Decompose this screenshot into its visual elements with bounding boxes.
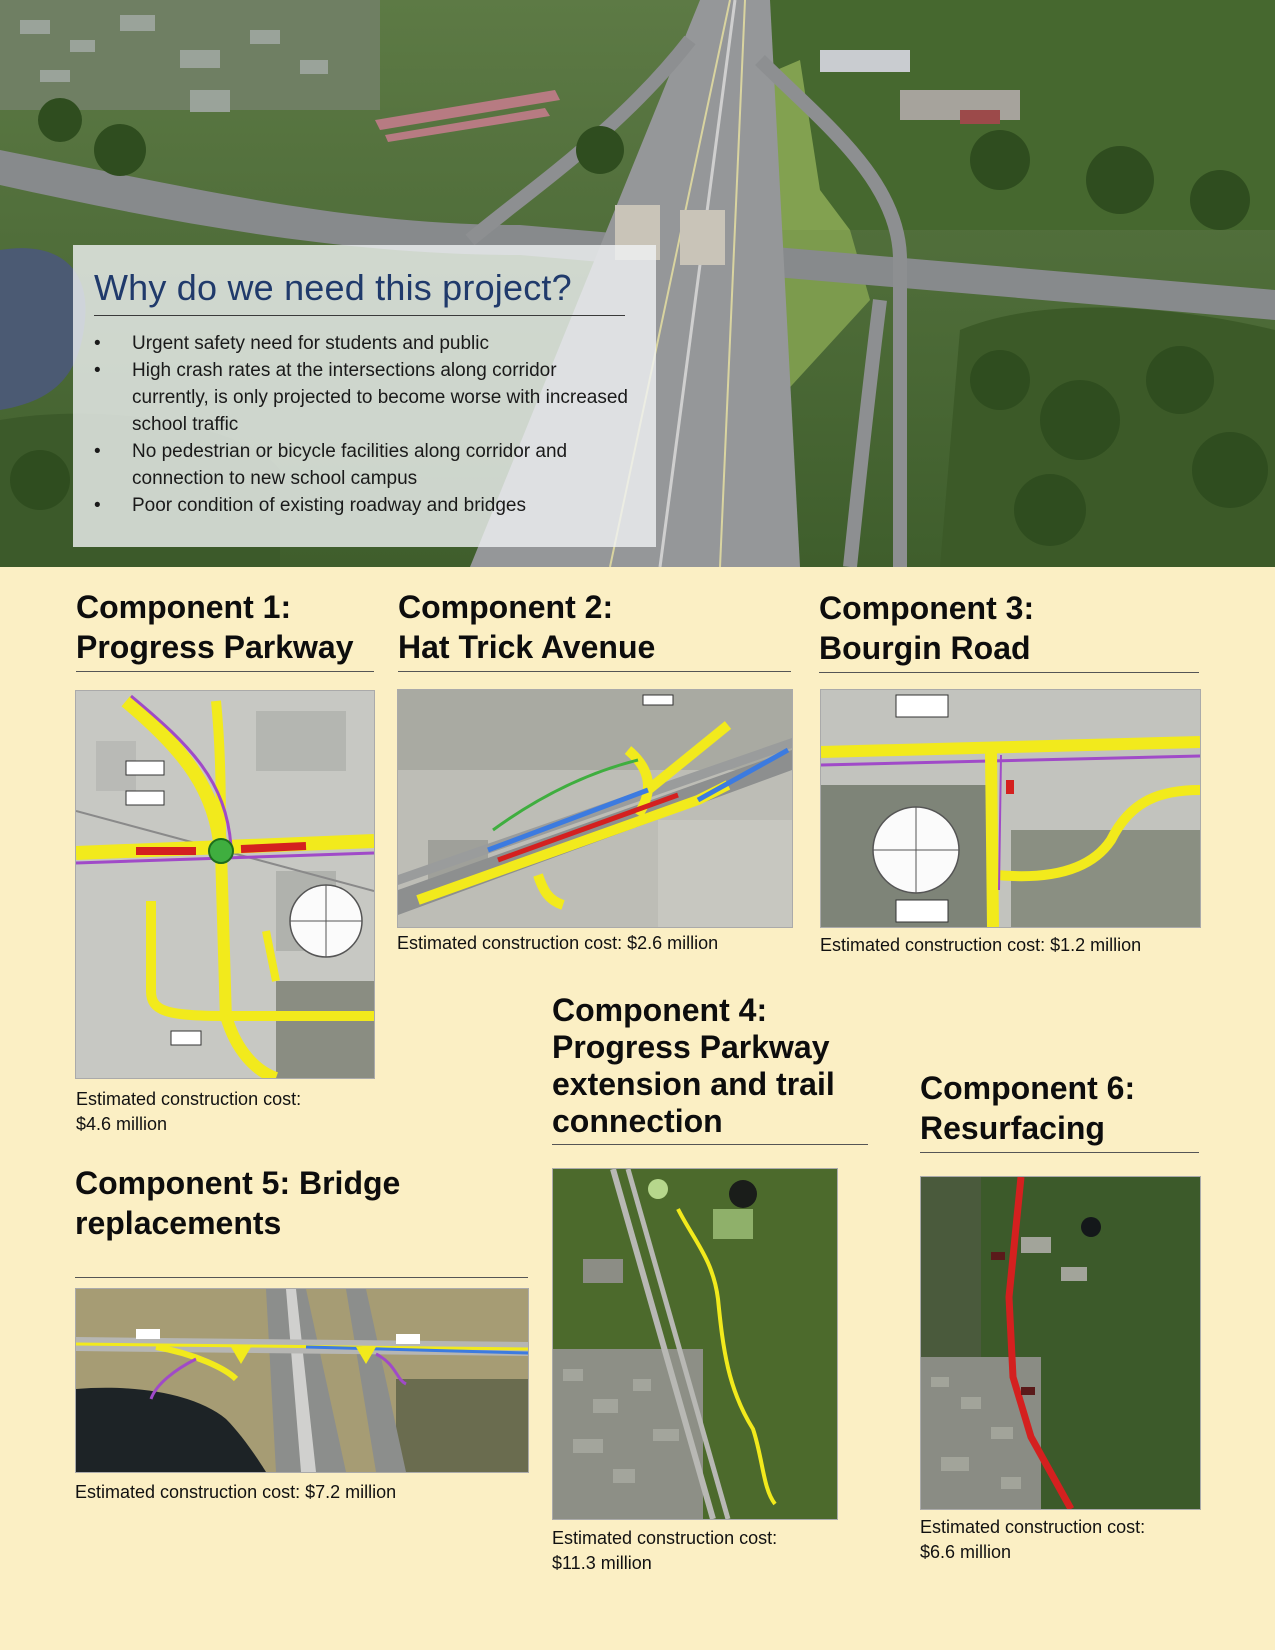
hat-trick-avenue-plan-drawing [398, 690, 792, 927]
hero-aerial-photo [0, 0, 1275, 567]
list-item [94, 357, 636, 438]
component-4-heading [552, 992, 868, 1145]
component-4-title-line1: Component 4: [552, 992, 768, 1028]
component-1-heading [76, 587, 374, 672]
component-4-cost-line2: $11.3 million [552, 1553, 652, 1573]
why-project-panel [73, 245, 656, 547]
component-1-title-line1: Component 1: [76, 589, 292, 625]
component-4-cost [552, 1526, 777, 1576]
component-4-cost-line1: Estimated construction cost: [552, 1528, 778, 1548]
bridge-replacement-aerial-drawing [76, 1289, 528, 1472]
bullet-text: No pedestrian or bicycle facilities along corridor and connection to new school campus [132, 441, 568, 489]
trail-connection-aerial-drawing [553, 1169, 837, 1519]
component-1-cost-line2: $4.6 million [76, 1114, 168, 1134]
component-3-cost [820, 933, 1141, 958]
bullet-text: Poor condition of existing roadway and bridges [132, 495, 526, 516]
component-6-cost [920, 1515, 1145, 1565]
progress-parkway-plan-drawing [76, 691, 374, 1078]
why-project-title: Why do we need this project? [94, 267, 625, 316]
component-1-plan-map [75, 690, 375, 1079]
component-6-cost-line1: Estimated construction cost: [920, 1517, 1146, 1537]
component-3-heading [819, 588, 1199, 673]
component-5-cost-line1: Estimated construction cost: $7.2 million [75, 1482, 397, 1502]
component-1-cost-line1: Estimated construction cost: [76, 1089, 302, 1109]
component-6-cost-line2: $6.6 million [920, 1542, 1012, 1562]
bullet-icon: • [94, 441, 101, 462]
resurfacing-corridor-aerial-drawing [921, 1177, 1200, 1509]
component-6-title-line1: Component 6: [920, 1070, 1136, 1106]
list-item [94, 438, 636, 492]
component-2-plan-map [397, 689, 793, 928]
component-5-cost [75, 1480, 396, 1505]
component-2-cost [397, 931, 718, 956]
component-4-title-line3: extension and trail [552, 1066, 835, 1102]
component-5-aerial-map [75, 1288, 529, 1473]
component-3-title-line1: Component 3: [819, 590, 1035, 626]
component-5-title-line2: replacements [75, 1205, 282, 1241]
component-5-title-line1: Component 5: Bridge [75, 1165, 401, 1201]
bullet-icon: • [94, 333, 101, 354]
why-project-bullet-list [94, 330, 636, 519]
bullet-icon: • [94, 360, 101, 381]
component-1-cost [76, 1087, 301, 1137]
bullet-icon: • [94, 495, 101, 516]
list-item [94, 330, 636, 357]
component-3-cost-line1: Estimated construction cost: $1.2 million [820, 935, 1142, 955]
component-4-title-line2: Progress Parkway [552, 1029, 830, 1065]
component-2-heading [398, 587, 791, 672]
component-3-plan-map [820, 689, 1201, 928]
component-6-aerial-map [920, 1176, 1201, 1510]
component-6-title-line2: Resurfacing [920, 1110, 1105, 1146]
bullet-text: Urgent safety need for students and public [132, 333, 490, 354]
component-4-aerial-map [552, 1168, 838, 1520]
component-3-title-line2: Bourgin Road [819, 630, 1031, 666]
component-2-cost-line1: Estimated construction cost: $2.6 million [397, 933, 719, 953]
component-2-title-line2: Hat Trick Avenue [398, 629, 656, 665]
component-4-title-line4: connection [552, 1103, 723, 1139]
bullet-text: High crash rates at the intersections along corridor currently, is only projected to become worse with increased school traffic [132, 360, 628, 435]
component-6-heading [920, 1068, 1199, 1153]
component-2-title-line1: Component 2: [398, 589, 614, 625]
list-item [94, 492, 636, 519]
component-1-title-line2: Progress Parkway [76, 629, 354, 665]
component-5-heading [75, 1163, 528, 1278]
bourgin-road-plan-drawing [821, 690, 1200, 927]
